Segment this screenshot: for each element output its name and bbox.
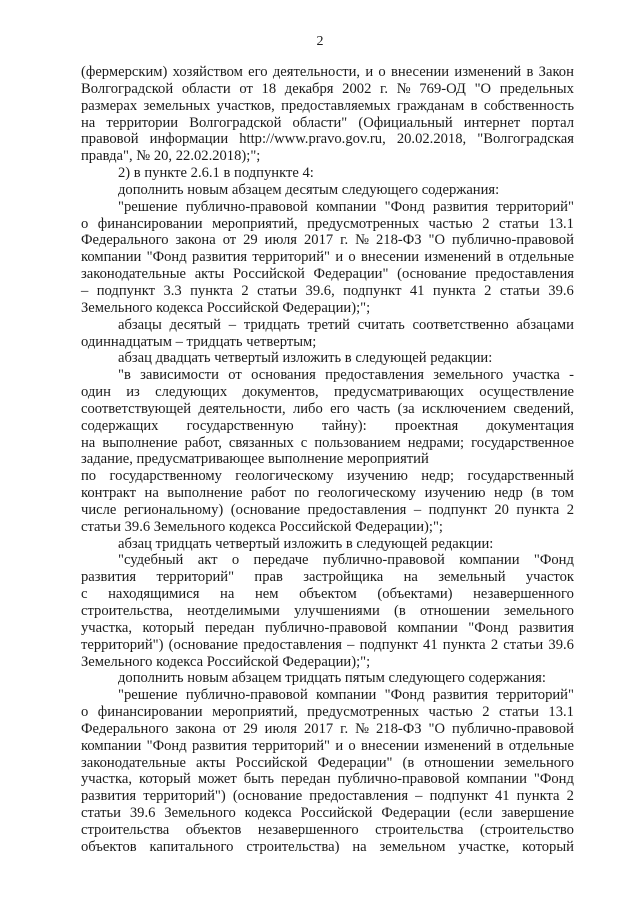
text-line: размерах земельных участков, предоставляемых гражданам в собственность xyxy=(81,97,574,114)
text-line: задание, предусматривающее выполнение мероприятий xyxy=(81,451,429,468)
text-line: по государственному геологическому изучению недр; государственный xyxy=(81,468,574,485)
text-line: строительства объектов незавершенного строительства (строительство xyxy=(81,821,574,838)
text-line: участка, который передан публично-правовой компании "Фонд развития xyxy=(81,619,574,636)
text-line: статьи 39.6 Земельного кодекса Российской Федерации);"; xyxy=(81,518,443,535)
text-line: компании "Фонд развития территорий" и о внесении изменений в отдельные xyxy=(81,249,574,266)
text-line: (фермерским) хозяйством его деятельности, и о внесении изменений в Закон xyxy=(81,64,574,80)
text-line: Земельного кодекса Российской Федерации);"; xyxy=(81,653,371,670)
text-line: строительства, неотделимыми улучшениями (в отношении земельного xyxy=(81,603,574,619)
text-line: Земельного кодекса Российской Федерации);"; xyxy=(81,299,371,316)
text-line: участка, который может быть передан публично-правовой компании "Фонд xyxy=(81,771,574,788)
text-line: один из следующих документов, предусматривающих осуществление xyxy=(81,384,574,401)
text-line: развития территорий" прав застройщика на земельный участок xyxy=(81,569,574,586)
text-line: дополнить новым абзацем десятым следующего содержания: xyxy=(118,181,500,198)
text-line: о финансировании мероприятий, предусмотренных частью 2 статьи 13.1 xyxy=(81,215,574,232)
text-line: объектов капитального строительства) на земельном участке, который xyxy=(81,838,574,855)
text-line: правовой информации http://www.pravo.gov.ru, 20.02.2018, "Волгоградская xyxy=(81,131,574,148)
text-line: контракт на выполнение работ по геологическому изучению недр (в том xyxy=(81,485,574,502)
text-line: на территории Волгоградской области" (Официальный интернет портал xyxy=(81,114,574,131)
text-line: абзац тридцать четвертый изложить в следующей редакции: xyxy=(118,535,494,552)
text-line: числе региональному) (основание предоставления – подпункт 20 пункта 2 xyxy=(81,501,574,518)
text-line: с находящимися на нем объектом (объектами) незавершенного xyxy=(81,586,574,603)
text-line: абзац двадцать четвертый изложить в следующей редакции: xyxy=(118,350,493,367)
document-body xyxy=(81,64,574,856)
text-line: 2) в пункте 2.6.1 в подпункте 4: xyxy=(118,165,314,182)
text-line: правда", № 20, 22.02.2018);"; xyxy=(81,148,261,165)
text-line: развития территорий") (основание предоставления – подпункт 41 пункта 2 xyxy=(81,788,574,805)
text-line: соответствующей деятельности, либо его часть (за исключением сведений, xyxy=(81,400,574,417)
text-line: Федерального закона от 29 июля 2017 г. № 218-ФЗ "О публично-правовой xyxy=(81,720,574,737)
text-line: "решение публично-правовой компании "Фонд развития территорий" xyxy=(118,687,574,704)
text-line: законодательные акты Российской Федерации" (в отношении земельного xyxy=(81,754,574,771)
page-number: 2 xyxy=(316,34,324,49)
text-line: законодательные акты Российской Федерации" (основание предоставления xyxy=(81,266,574,283)
text-line: "судебный акт о передаче публично-правовой компании "Фонд xyxy=(118,552,574,569)
text-line: "решение публично-правовой компании "Фонд развития территорий" xyxy=(118,198,574,215)
text-line: Федерального закона от 29 июля 2017 г. № 218-ФЗ "О публично-правовой xyxy=(81,232,574,249)
text-line: территорий") (основание предоставления – подпункт 41 пункта 2 статьи 39.6 xyxy=(81,636,574,653)
text-line: одиннадцатым – тридцать четвертым; xyxy=(81,333,317,350)
text-line: дополнить новым абзацем тридцать пятым следующего содержания: xyxy=(118,670,546,687)
text-line: компании "Фонд развития территорий" и о внесении изменений в отдельные xyxy=(81,737,574,754)
text-line: – подпункт 3.3 пункта 2 статьи 39.6, подпункт 41 пункта 2 статьи 39.6 xyxy=(81,282,574,299)
text-line: статьи 39.6 Земельного кодекса Российской Федерации (если завершение xyxy=(81,805,574,822)
text-line: "в зависимости от основания предоставления земельного участка - xyxy=(118,367,574,384)
text-line: содержащих государственную тайну): проектная документация xyxy=(81,417,574,434)
text-line: на выполнение работ, связанных с пользованием недрами; государственное xyxy=(81,434,574,451)
text-line: о финансировании мероприятий, предусмотренных частью 2 статьи 13.1 xyxy=(81,704,574,721)
text-line: абзацы десятый – тридцать третий считать соответственно абзацами xyxy=(118,316,574,333)
text-line: Волгоградской области от 18 декабря 2002 г. № 769-ОД "О предельных xyxy=(81,80,574,97)
